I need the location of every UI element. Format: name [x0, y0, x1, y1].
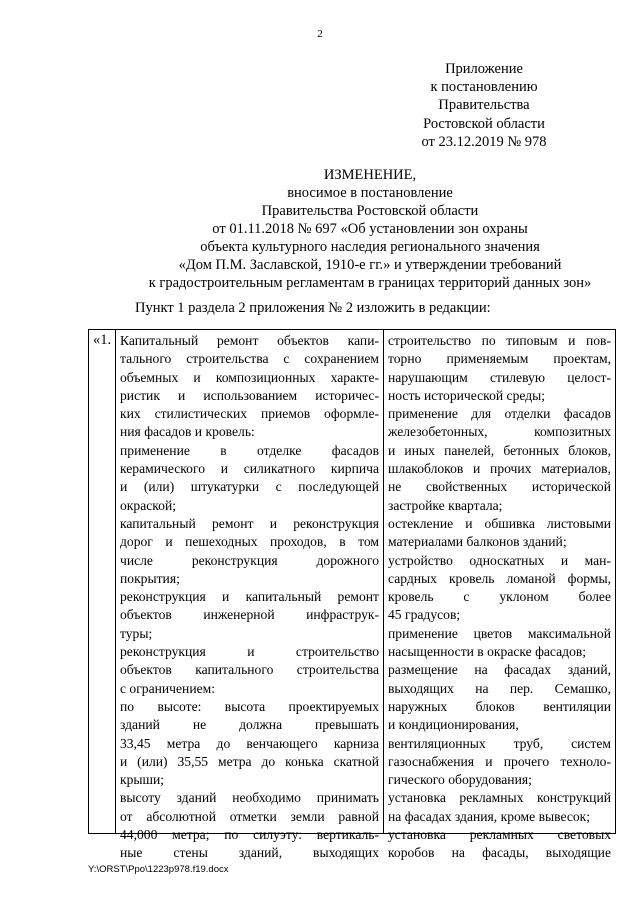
table-text-line: строительство по типовым и пов-: [388, 333, 611, 348]
heading-line: объекта культурного наследия регионального значения: [200, 239, 540, 255]
table-text-line: ния фасадов и кровель:: [120, 424, 255, 440]
table-text-line: керамического и силикатного кирпича: [120, 461, 379, 477]
table-text-line: применение в отделке фасадов: [120, 442, 379, 458]
table-text-line: не свойственных исторической: [388, 479, 611, 495]
table-text-line: окраской;: [120, 497, 177, 513]
table-text-line: ких стилистических приемов оформле-: [120, 406, 379, 422]
table-text-line: от абсолютной отметки земли равной: [120, 808, 379, 824]
table-text-line: реконструкция и строительство: [120, 644, 379, 660]
table-text-line: и (или) штукатурки с последующей: [120, 479, 379, 495]
heading-line: к градостроительным регламентам в границах территорий данных зон»: [148, 275, 592, 291]
table-text-line: материалами балконов зданий;: [388, 534, 567, 550]
table-text-line: покрытия;: [120, 570, 180, 586]
item-number: «1.: [93, 332, 112, 348]
table-text-line: нарушающим стилевую целост-: [388, 369, 611, 385]
table-text-line: ные стены зданий, выходящих: [120, 845, 379, 861]
table-text-line: высоту зданий необходимо принимать: [120, 790, 379, 806]
table-text-line: выходящих на пер. Семашко,: [388, 680, 611, 696]
table-text-line: шлакоблоков и прочих материалов,: [388, 461, 611, 477]
table-text-line: ность исторической среды;: [388, 387, 546, 403]
table-text-line: установка рекламных световых: [388, 827, 611, 843]
attachment-line: Приложение: [445, 61, 523, 77]
allowed-works-cell: [116, 330, 384, 861]
table-text-line: коробов на фасады, выходящие: [388, 845, 611, 861]
table-text-line: дорог и пешеходных проходов, в том: [120, 534, 379, 550]
page-number: 2: [317, 28, 323, 40]
table-text-line: объектов инженерной инфраструк-: [120, 607, 379, 623]
heading-line: от 01.11.2018 № 697 «Об установлении зон охраны: [212, 221, 528, 237]
table-text-line: застройке квартала;: [388, 497, 503, 513]
file-path-footer: Y:\ORST\Ppo\1223p978.f19.docx: [88, 864, 229, 875]
prohibited-works-cell: [384, 330, 615, 861]
table-text-line: реконструкция и капитальный ремонт: [120, 589, 379, 605]
attachment-line: от 23.12.2019 № 978: [421, 133, 547, 150]
table-text-line: вентиляционных труб, систем: [388, 735, 611, 751]
table-text-line: ристик и использованием историчес-: [120, 387, 379, 403]
table-text-line: и иных панелей, бетонных блоков,: [388, 442, 611, 458]
attachment-block: [384, 60, 584, 151]
table-text-line: и кондиционирования,: [388, 717, 519, 733]
heading-line: «Дом П.М. Заславской, 1910-е гг.» и утверждении требований: [178, 257, 562, 273]
table-text-line: гического оборудования;: [388, 772, 532, 788]
table-text-line: сардных кровель ломаной формы,: [388, 570, 611, 586]
heading-line: Правительства Ростовской области: [261, 203, 479, 219]
table-text-line: применение для отделки фасадов: [388, 406, 611, 422]
table-text-line: устройство односкатных и ман-: [388, 552, 611, 568]
table-text-line: 45 градусов;: [388, 607, 461, 623]
table-text-line: тального строительства с сохранением: [120, 351, 379, 367]
document-heading: [90, 166, 640, 292]
table-text-line: и (или) 35,55 метра до конька скатной: [120, 753, 379, 769]
table-text-line: применение цветов максимальной: [388, 625, 611, 641]
table-text-line: зданий не должна превышать: [120, 717, 379, 733]
table-text-line: 33,45 метра до венчающего карниза: [120, 735, 379, 751]
heading-title: ИЗМЕНЕНИЕ,: [323, 167, 417, 183]
heading-line: вносимое в постановление: [287, 185, 453, 201]
requirements-table: [88, 329, 616, 861]
table-text-line: Капитальный ремонт объектов капи-: [120, 333, 379, 348]
table-text-line: числе реконструкция дорожного: [120, 552, 379, 568]
attachment-line: к постановлению: [430, 79, 538, 96]
table-text-line: торно применяемым проектам,: [388, 351, 611, 367]
table-text-line: остекление и обшивка листовыми: [388, 515, 611, 531]
item-number-cell: [89, 330, 116, 833]
table-text-line: объектов капитального строительства: [120, 662, 379, 678]
table-text-line: туры;: [120, 625, 153, 641]
table-text-line: 44,000 метра; по силуэту: вертикаль-: [120, 827, 379, 843]
table-text-line: крыши;: [120, 772, 165, 788]
table-text-line: размещение на фасадах зданий,: [388, 662, 611, 678]
table-text-line: с ограничением:: [120, 680, 216, 696]
table-text-line: наружных блоков вентиляции: [388, 698, 611, 714]
table-text-line: по высоте: высота проектируемых: [120, 698, 379, 714]
instruction-paragraph: Пункт 1 раздела 2 приложения № 2 изложить в редакции:: [135, 300, 491, 316]
attachment-line: Правительства: [438, 97, 530, 114]
table-text-line: железобетонных, композитных: [388, 424, 611, 440]
table-text-line: насыщенности в окраске фасадов;: [388, 644, 587, 660]
table-text-line: на фасадах здания, кроме вывесок;: [388, 808, 591, 824]
attachment-line: Ростовской области: [423, 115, 545, 132]
table-text-line: капитальный ремонт и реконструкция: [120, 515, 379, 531]
table-text-line: установка рекламных конструкций: [388, 790, 611, 806]
table-text-line: объемных и композиционных характе-: [120, 369, 379, 385]
table-text-line: газоснабжения и прочего техноло-: [388, 753, 611, 769]
table-text-line: кровель с уклоном более: [388, 589, 611, 605]
